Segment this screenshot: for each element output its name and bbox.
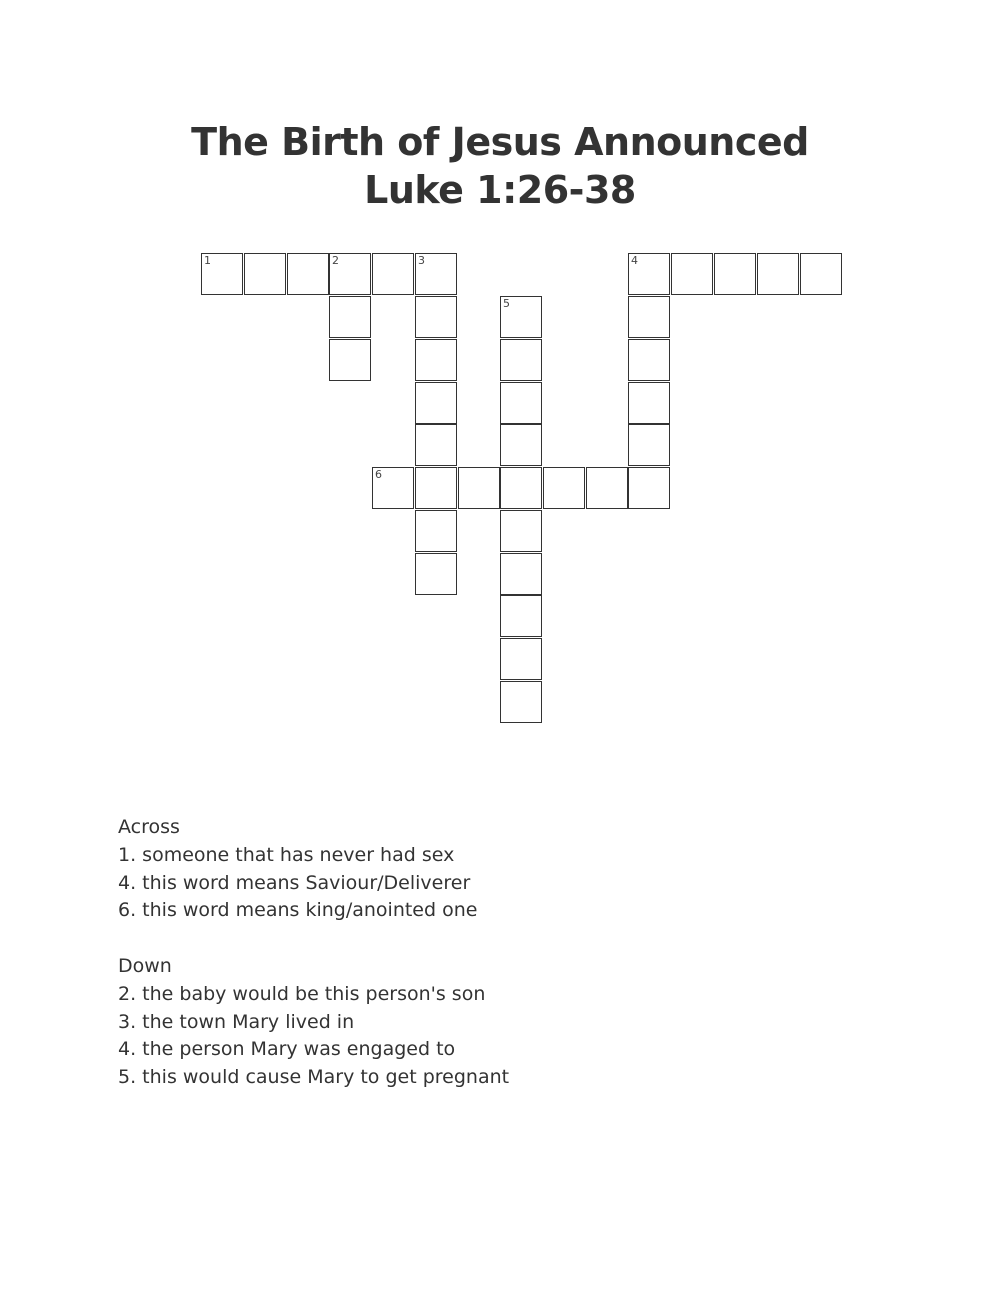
crossword-cell[interactable] <box>244 253 286 295</box>
crossword-cell[interactable] <box>372 467 414 509</box>
crossword-cell[interactable] <box>201 253 243 295</box>
crossword-cell[interactable] <box>415 339 457 381</box>
clue-down-5: 5. this would cause Mary to get pregnant <box>118 1066 510 1089</box>
across-clues <box>118 814 477 925</box>
clue-number: 6 <box>375 468 382 481</box>
crossword-cell[interactable] <box>628 339 670 381</box>
clue-number: 1 <box>204 254 211 267</box>
crossword-cell[interactable] <box>372 253 414 295</box>
crossword-cell[interactable] <box>500 382 542 424</box>
crossword-cell[interactable] <box>329 339 371 381</box>
crossword-cell[interactable] <box>415 296 457 338</box>
clue-number: 5 <box>503 297 510 310</box>
crossword-cell[interactable] <box>500 424 542 466</box>
clue-number: 3 <box>418 254 425 267</box>
crossword-cell[interactable] <box>671 253 713 295</box>
clue-across-1: 1. someone that has never had sex <box>118 843 455 866</box>
crossword-cell[interactable] <box>500 595 542 637</box>
crossword-cell[interactable] <box>329 296 371 338</box>
crossword-cell[interactable] <box>543 467 585 509</box>
clue-across-6: 6. this word means king/anointed one <box>118 899 478 922</box>
crossword-cell[interactable] <box>329 253 371 295</box>
crossword-cell[interactable] <box>500 510 542 552</box>
down-heading: Down <box>118 955 172 977</box>
crossword-cell[interactable] <box>415 253 457 295</box>
crossword-cell[interactable] <box>500 638 542 680</box>
crossword-cell[interactable] <box>628 382 670 424</box>
crossword-cell[interactable] <box>628 296 670 338</box>
crossword-cell[interactable] <box>628 424 670 466</box>
crossword-cell[interactable] <box>500 467 542 509</box>
clue-down-2: 2. the baby would be this person's son <box>118 982 486 1005</box>
crossword-cell[interactable] <box>714 253 756 295</box>
clue-down-4: 4. the person Mary was engaged to <box>118 1038 456 1061</box>
crossword-cell[interactable] <box>415 553 457 595</box>
clue-across-4: 4. this word means Saviour/Deliverer <box>118 871 471 894</box>
crossword-cell[interactable] <box>415 382 457 424</box>
across-heading: Across <box>118 816 180 838</box>
crossword-cell[interactable] <box>586 467 628 509</box>
page-subtitle: Luke 1:26-38 <box>364 168 636 212</box>
crossword-cell[interactable] <box>415 510 457 552</box>
crossword-cell[interactable] <box>757 253 799 295</box>
clue-down-3: 3. the town Mary lived in <box>118 1010 355 1033</box>
crossword-cell[interactable] <box>500 681 542 723</box>
crossword-cell[interactable] <box>415 467 457 509</box>
crossword-cell[interactable] <box>800 253 842 295</box>
crossword-cell[interactable] <box>500 339 542 381</box>
crossword-cell[interactable] <box>500 553 542 595</box>
clue-number: 4 <box>631 254 638 267</box>
page-title: The Birth of Jesus Announced <box>191 120 809 164</box>
crossword-cell[interactable] <box>458 467 500 509</box>
crossword-cell[interactable] <box>287 253 329 295</box>
crossword-cell[interactable] <box>415 424 457 466</box>
down-clues <box>118 953 509 1092</box>
crossword-cell[interactable] <box>500 296 542 338</box>
crossword-cell[interactable] <box>628 467 670 509</box>
crossword-cell[interactable] <box>628 253 670 295</box>
clue-number: 2 <box>332 254 339 267</box>
